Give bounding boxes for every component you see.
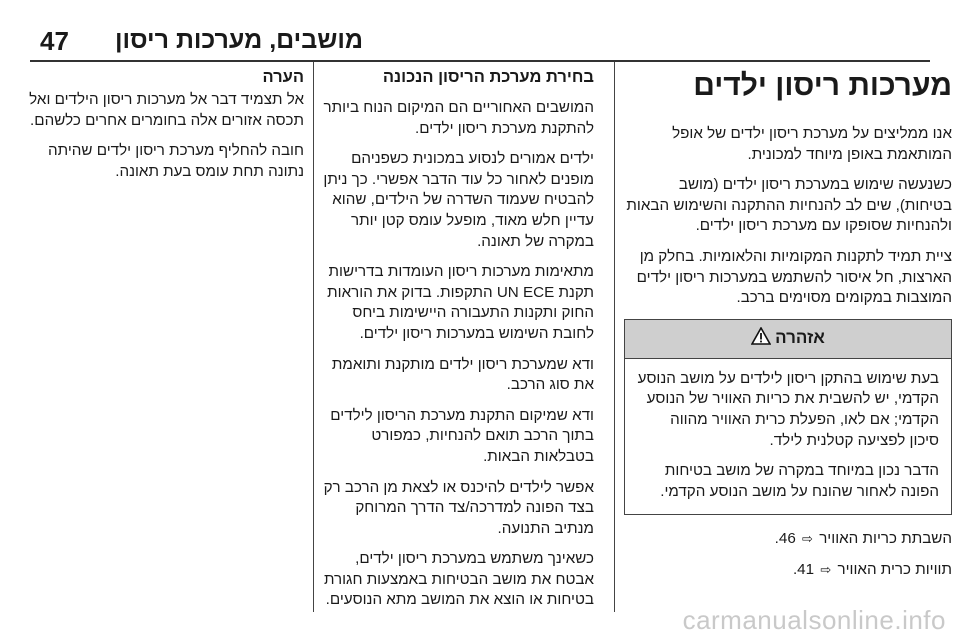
reference-page: 41.	[792, 560, 815, 578]
running-title: מושבים, מערכות ריסון	[115, 26, 364, 54]
warning-box	[624, 319, 952, 516]
site-watermark: carmanualsonline.info	[682, 605, 946, 635]
paragraph: ציית תמיד לתקנות המקומיות והלאומיות. בחלק מן הארצות, חל איסור להשתמש במערכות ריסון ילדים המוצבות במקומים מסוימים ברכב.	[636, 247, 952, 307]
warning-body	[625, 359, 951, 515]
column-divider	[313, 62, 314, 612]
cross-reference[interactable]	[624, 560, 952, 581]
reference-text: תוויות כרית האוויר	[837, 560, 952, 578]
note-heading: הערה	[262, 68, 304, 86]
left-column	[12, 62, 304, 612]
page-number: 47	[40, 26, 69, 56]
paragraph: כשנעשה שימוש במערכת ריסון ילדים (מושב בטיחות), שים לב להנחיות ההתקנה והשימוש הבאות ולהנחיות שסופקו עם מערכת ריסון ילדים.	[626, 176, 952, 235]
paragraph: ילדים אמורים לנסוע במכונית כשפניהם מופנים לאחור כל עוד הדבר אפשרי. כך ניתן להבטיח שעמוד השדרה של הילדים, שהוא עדיין חלש מאוד, מופעל עומס קטן יותר במקרה של תאונה.	[323, 150, 594, 250]
reference-arrow-icon: ⇨	[802, 531, 813, 547]
section-heading: בחירת מערכת הריסון הנכונה	[382, 68, 594, 86]
paragraph: אל תצמיד דבר אל מערכות ריסון הילדים ואל תכסה אזורים אלה בחומרים אחרים כלשהם.	[29, 91, 304, 129]
paragraph: חובה להחליף מערכת ריסון ילדים שהיתה נתונה תחת עומס בעת תאונה.	[48, 142, 304, 180]
reference-arrow-icon: ⇨	[820, 561, 832, 577]
cross-reference[interactable]	[624, 529, 952, 550]
paragraph: מתאימות מערכות ריסון העומדות בדרישות תקנת UN ECE התקפות. בדוק את הוראות החוק ותקנות התעבורה היישימות ביחס לחובת השימוש במערכות ריסון ילדים.	[327, 263, 594, 342]
paragraph: ודא שמערכת ריסון ילדים מותקנת ותואמת את סוג הרכב.	[331, 355, 594, 394]
paragraph: כשאינך משתמש במערכת ריסון ילדים, אבטח את מושב הבטיחות באמצעות חגורת בטיחות או הוצא את המושב מתא הנוסעים.	[323, 550, 594, 609]
warning-paragraph: בעת שימוש בהתקן ריסון לילדים על מושב הנוסע הקדמי, יש להשבית את כריות האוויר של הנוסע הקדמי; אם לאו, הפעלת כרית האוויר מהווה סיכון לפציעה קטלנית לילד.	[637, 369, 939, 449]
warning-triangle-icon	[751, 327, 771, 351]
reference-text: השבתת כריות האוויר	[819, 530, 952, 548]
page-header	[30, 0, 930, 62]
middle-column	[322, 62, 594, 612]
column-divider	[614, 62, 615, 612]
section-title: מערכות ריסון ילדים	[693, 69, 952, 102]
warning-paragraph: הדבר נכון במיוחד במקרה של מושב בטיחות הפונה לאחור שהונח על מושב הנוסע הקדמי.	[660, 462, 939, 500]
reference-page: 46.	[774, 530, 796, 548]
paragraph: אנו ממליצים על מערכת ריסון ילדים של אופל המותאמת באופן מיוחד למכונית.	[672, 125, 952, 163]
warning-title: אזהרה	[775, 328, 825, 348]
paragraph: אפשר לילדים להיכנס או לצאת מן הרכב רק בצד הפונה למדרכה/צד הדרך המרוחק מנתיב התנועה.	[323, 478, 594, 537]
paragraph: המושבים האחוריים הם המיקום הנוח ביותר להתקנת מערכת ריסון ילדים.	[323, 99, 594, 137]
right-column	[624, 62, 952, 612]
paragraph: ודא שמיקום התקנת מערכת הריסון לילדים בתוך הרכב תואם להנחיות, כמפורט בטבלאות הבאות.	[330, 406, 594, 465]
warning-header	[625, 320, 951, 359]
